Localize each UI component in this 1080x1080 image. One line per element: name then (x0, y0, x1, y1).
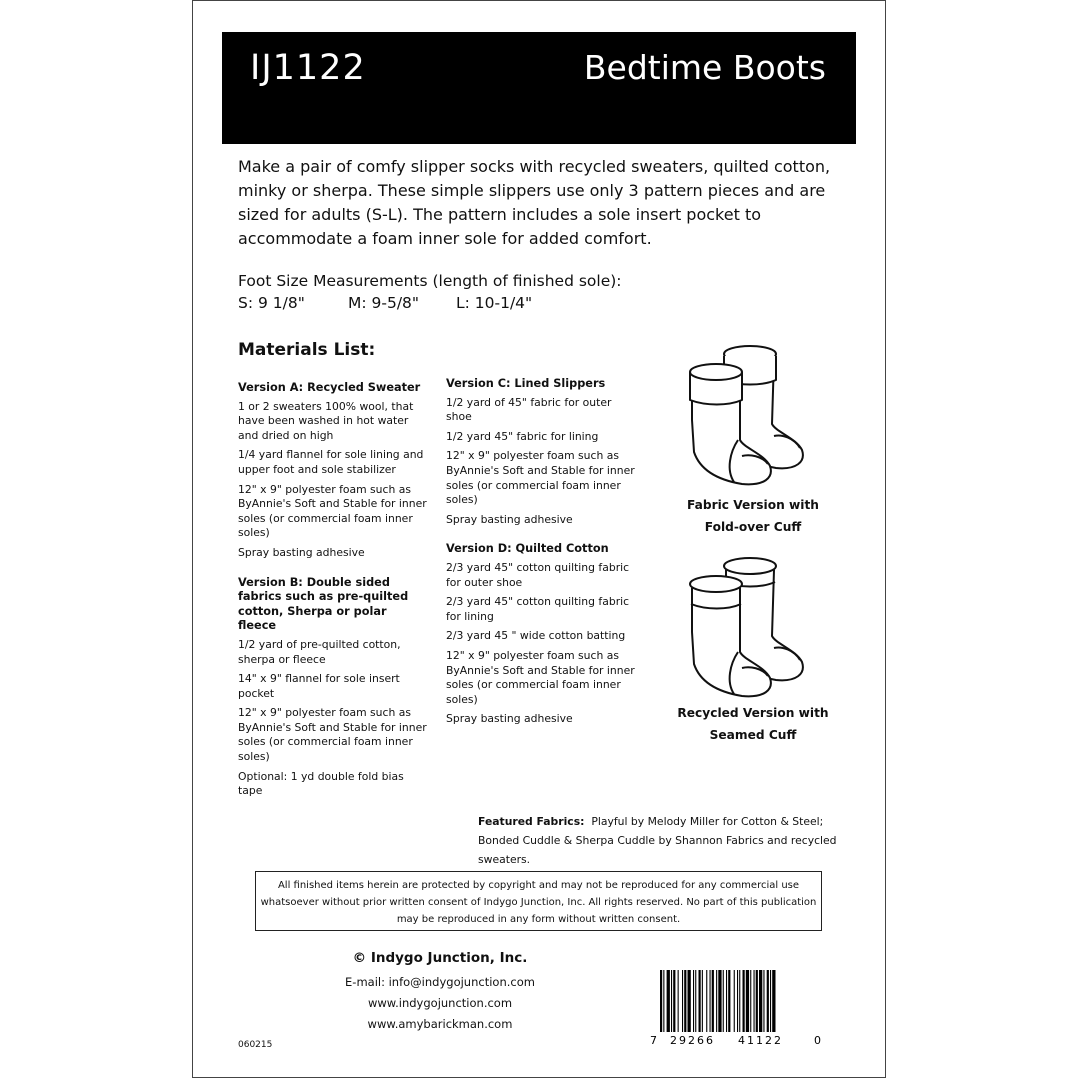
barcode-bar (772, 970, 775, 1032)
barcode-bar (699, 970, 701, 1032)
seamed-cuff-boots-illustration (678, 552, 818, 702)
barcode-bar (673, 970, 675, 1032)
barcode-digits-group2: 41122 (738, 1034, 783, 1047)
barcode-bar (743, 970, 745, 1032)
barcode-bar (750, 970, 751, 1032)
size-m: M: 9-5/8" (348, 294, 420, 312)
size-s: S: 9 1/8" (238, 294, 305, 312)
barcode-bar (737, 970, 738, 1032)
list-item: 2/3 yard 45" cotton quilting fabric for outer shoe (446, 560, 630, 589)
caption-line: Fabric Version with (687, 498, 819, 512)
publisher-website: www.indygojunction.com (367, 996, 513, 1010)
copyright-notice (255, 871, 822, 931)
pattern-title: Bedtime Boots (583, 48, 826, 87)
fabric-version-caption (668, 494, 838, 538)
publisher-email: E-mail: info@indygojunction.com (345, 975, 535, 989)
list-item: 12" x 9" polyester foam such as ByAnnie's Soft and Stable for inner soles (or commercial foam inner soles) (446, 648, 635, 706)
barcode-bar (739, 970, 740, 1032)
barcode-bar (693, 970, 694, 1032)
barcode-bar (688, 970, 691, 1032)
list-item: Spray basting adhesive (238, 545, 365, 559)
barcode-bar (684, 970, 686, 1032)
featured-fabrics-label: Featured Fabrics: (478, 815, 585, 828)
publisher-info (300, 950, 580, 1035)
intro-text: Make a pair of comfy slipper socks with recycled sweaters, quilted cotton, minky or sherpa. These simple slippers use only 3 pattern pieces and are sized for adults (S-L). The pattern includes a sole insert pocket to accommodate a foam inner sole for added comfort. (238, 157, 831, 248)
list-item: 2/3 yard 45 " wide cotton batting (446, 629, 626, 643)
version-a-title: Version A: Recycled Sweater (238, 381, 421, 394)
copyright-text: All finished items herein are protected by copyright and may not be reproduced for any commercial use whatsoever without prior written consent of Indygo Junction, Inc. All rights reserved. No part of this publication may be reproduced in any form without written consent. (260, 880, 817, 925)
materials-heading: Materials List: (238, 340, 376, 360)
barcode-bar (706, 970, 707, 1032)
fold-over-cuff-boots-illustration (678, 340, 818, 490)
version-b-title: Version B: Double sided fabrics such as pre-quilted cotton, Sherpa or polar fleece (238, 575, 409, 633)
barcode-bar (671, 970, 672, 1032)
barcode-bar (712, 970, 714, 1032)
caption-line: Seamed Cuff (709, 728, 797, 742)
list-item: 1/2 yard of 45" fabric for outer shoe (446, 395, 612, 424)
barcode-digit-left: 7 (650, 1034, 657, 1047)
caption-line: Fold-over Cuff (704, 520, 802, 534)
list-item: 12" x 9" polyester foam such as ByAnnie's Soft and Stable for inner soles (or commercial foam inner soles) (446, 449, 635, 507)
recycled-version-caption (660, 702, 846, 746)
barcode-bar (678, 970, 679, 1032)
foot-size-section (238, 270, 622, 314)
barcode-bar (770, 970, 771, 1032)
barcode-bar (763, 970, 764, 1032)
barcode-bar (716, 970, 717, 1032)
materials-column-left (238, 381, 428, 804)
publisher-website: www.amybarickman.com (367, 1017, 513, 1031)
featured-fabrics (478, 812, 846, 869)
publisher-name: © Indygo Junction, Inc. (352, 950, 528, 966)
list-item: 12" x 9" polyester foam such as ByAnnie's Soft and Stable for inner soles (or commercial foam inner soles) (238, 482, 427, 540)
barcode-bar (746, 970, 749, 1032)
list-item: 1/2 yard of pre-quilted cotton, sherpa or fleece (238, 637, 401, 666)
barcode-digit-right: 0 (814, 1034, 821, 1047)
list-item: 14" x 9" flannel for sole insert pocket (238, 672, 400, 700)
barcode-bar (756, 970, 758, 1032)
title-banner (222, 32, 856, 144)
barcode-bar (723, 970, 724, 1032)
list-item: 12" x 9" polyester foam such as ByAnnie's Soft and Stable for inner soles (or commercial foam inner soles) (238, 706, 427, 764)
print-code: 060215 (238, 1040, 273, 1050)
barcode-bar (767, 970, 769, 1032)
foot-size-heading: Foot Size Measurements (length of finished sole): (238, 272, 622, 290)
list-item: Optional: 1 yd double fold bias tape (238, 769, 404, 798)
intro-paragraph (238, 155, 838, 251)
caption-line: Recycled Version with (677, 706, 829, 720)
foot-sizes (238, 292, 622, 314)
barcode-bar (759, 970, 762, 1032)
list-item: 1/4 yard flannel for sole lining and upper foot and sole stabilizer (238, 448, 424, 476)
barcode-bar (667, 970, 670, 1032)
barcode-bar (660, 970, 662, 1032)
featured-fabrics-text: Playful by Melody Miller for Cotton & Steel; Bonded Cuddle & Sherpa Cuddle by Shannon Fabrics and recycled sweaters. (478, 815, 837, 866)
barcode-bar (726, 970, 727, 1032)
list-item: 1 or 2 sweaters 100% wool, that have been washed in hot water and dried on high (238, 399, 414, 442)
barcode-bar (754, 970, 755, 1032)
list-item: Spray basting adhesive (446, 712, 573, 726)
barcode-bar (695, 970, 696, 1032)
barcode-bar (710, 970, 711, 1032)
materials-column-middle (446, 377, 636, 732)
barcode-bar (734, 970, 735, 1032)
barcode-bar (718, 970, 721, 1032)
barcode-bar (682, 970, 683, 1032)
upc-barcode (648, 968, 828, 1048)
list-item: 1/2 yard 45" fabric for lining (446, 429, 599, 443)
barcode-bar (702, 970, 703, 1032)
list-item: 2/3 yard 45" cotton quilting fabric for lining (446, 595, 630, 623)
barcode-bar (663, 970, 664, 1032)
list-item: Spray basting adhesive (446, 512, 573, 526)
version-c-title: Version C: Lined Slippers (446, 377, 606, 390)
version-d-title: Version D: Quilted Cotton (446, 542, 609, 556)
barcode-bar (728, 970, 730, 1032)
barcode-digits-group1: 29266 (670, 1034, 715, 1047)
pattern-code: IJ1122 (250, 48, 366, 88)
size-l: L: 10-1/4" (456, 294, 533, 312)
